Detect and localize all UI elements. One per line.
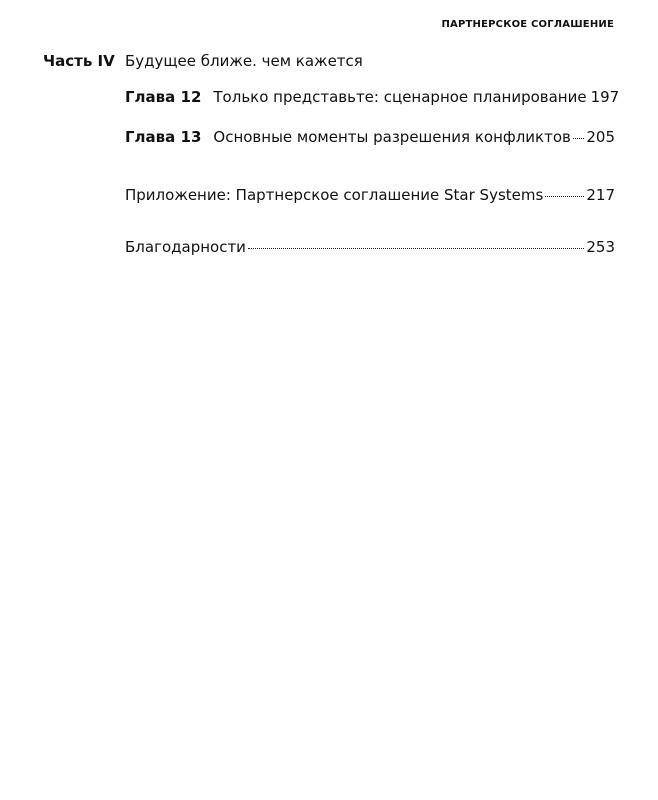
page-number: 197 xyxy=(590,88,620,106)
chapter-label: Глава 13 xyxy=(125,128,202,146)
page-number: 217 xyxy=(586,186,615,204)
leader-dots xyxy=(573,138,584,139)
chapter-label: Глава 12 xyxy=(125,88,202,106)
toc-entry-acknowledgements[interactable] xyxy=(125,238,615,256)
toc-part-heading xyxy=(43,52,363,70)
toc-entry-chapter-12[interactable] xyxy=(125,88,620,106)
part-label: Часть IV xyxy=(43,52,115,70)
chapter-title: Только представьте: сценарное планирование xyxy=(213,88,587,106)
page-number: 253 xyxy=(586,238,615,256)
running-header: ПАРТНЕРСКОЕ СОГЛАШЕНИЕ xyxy=(441,19,614,30)
leader-dots xyxy=(248,248,584,249)
part-title: Будущее ближе. чем кажется xyxy=(125,52,363,70)
page-number: 205 xyxy=(586,128,615,146)
leader-dots xyxy=(545,196,584,197)
acknowledgements-title: Благодарности xyxy=(125,238,246,256)
chapter-title: Основные моменты разрешения конфликтов xyxy=(213,128,571,146)
appendix-title: Приложение: Партнерское соглашение Star Systems xyxy=(125,186,544,204)
toc-entry-appendix[interactable] xyxy=(125,186,615,204)
toc-entry-chapter-13[interactable] xyxy=(125,128,615,146)
